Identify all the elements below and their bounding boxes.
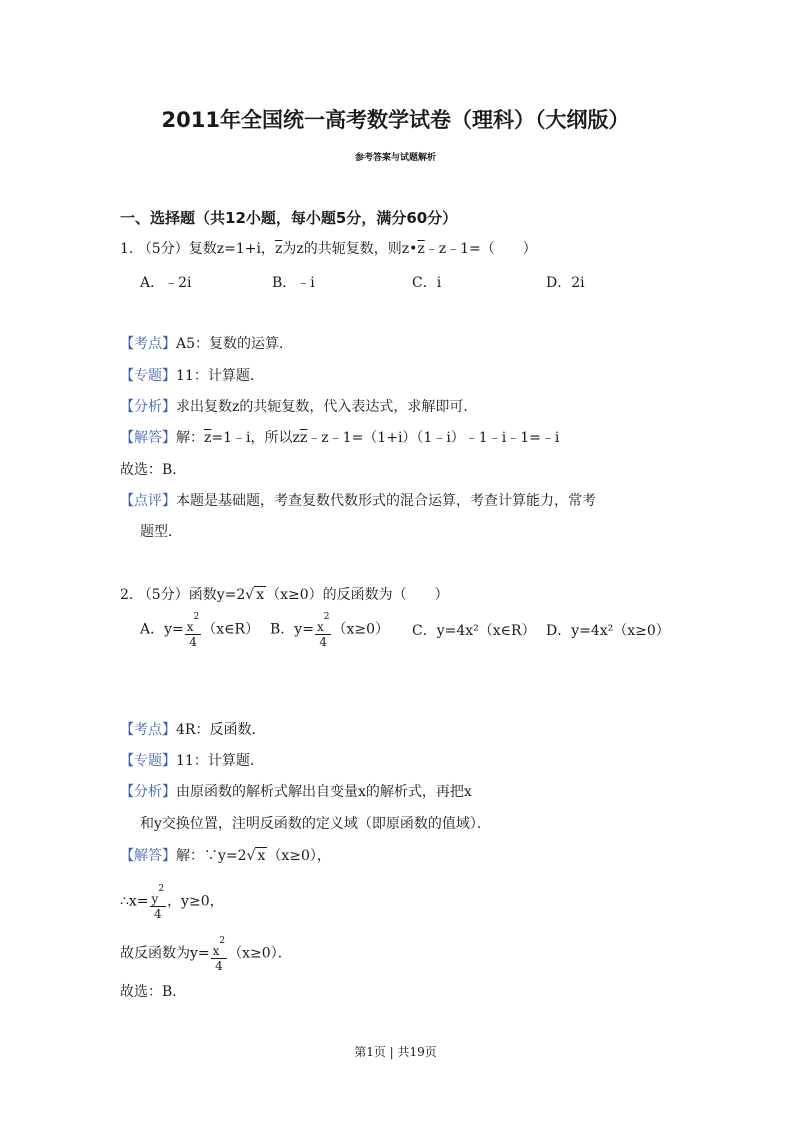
q1-fenxi-text: 求出复数z的共轭复数，代入表达式，求解即可． <box>176 399 478 415</box>
frac-num: y <box>151 892 159 906</box>
q1-zbar-2: $\overline{z}$ <box>417 241 425 257</box>
q1-jieda-mid: =1﹣i，所以 <box>211 430 293 446</box>
q1-jieda-tag: 【解答】 <box>120 430 176 446</box>
q2-option-c: C．y=4x²（x∈R） <box>412 623 536 639</box>
q1-option-a: A．﹣2i <box>140 275 192 291</box>
q1-stem-post: ﹣z﹣1=（ ） <box>424 241 537 257</box>
q2-option-b-fraction <box>315 610 332 649</box>
q2-step1-fraction <box>150 882 167 921</box>
q1-guxuan: 故选：B． <box>120 462 187 478</box>
frac-den: 4 <box>215 959 223 973</box>
q1-kaodian-tag: 【考点】 <box>120 336 176 352</box>
q2-fenxi-text-1: 由原函数的解析式解出自变量x的解析式，再把x <box>176 784 472 800</box>
q1-stem <box>120 238 537 258</box>
q2-radicand: x <box>256 587 265 603</box>
q2-jieda-post: （x≥0）， <box>267 848 331 864</box>
q2-option-d: D．y=4x²（x≥0） <box>546 623 670 639</box>
q2-option-b <box>270 610 389 649</box>
page-footer: 第1页 | 共19页 <box>354 1045 437 1059</box>
q2-step1-pre: ∴x= <box>120 893 149 910</box>
frac-den: 4 <box>319 635 328 649</box>
q2-option-a <box>140 610 259 649</box>
q1-dianping <box>120 490 596 510</box>
section-heading: 一、选择题（共12小题，每小题5分，满分60分） <box>120 209 458 227</box>
frac-den: 4 <box>153 907 162 921</box>
q1-zbar: $\overline{z}$ <box>274 241 283 257</box>
q2-option-a-suffix: （x∈R） <box>202 621 260 638</box>
frac-exp: 2 <box>158 884 165 894</box>
q1-fenxi <box>120 396 477 416</box>
q2-kaodian-tag: 【考点】 <box>120 722 176 738</box>
q2-zhuanti <box>120 750 264 770</box>
q2-jieda-radicand: x <box>257 848 266 864</box>
q1-stem-mid: 为z的共轭复数，则z• <box>282 241 418 257</box>
q1-jieda-pre: 解： <box>176 430 204 446</box>
q1-jieda-zbar-2: $\overline{z}$ <box>299 430 308 446</box>
q2-step1-post: ，y≥0， <box>167 893 224 910</box>
q2-jieda-coef: 2 <box>237 848 247 864</box>
q2-option-b-label: B．y= <box>270 621 314 638</box>
q2-zhuanti-tag: 【专题】 <box>120 753 176 769</box>
q2-step2-pre: 故反函数为y= <box>120 945 210 962</box>
q2-option-a-label: A．y= <box>140 621 184 638</box>
q1-dianping-text-1: 本题是基础题，考查复数代数形式的混合运算，考查计算能力，常考 <box>176 493 596 509</box>
q1-kaodian-text: A5：复数的运算． <box>176 336 294 352</box>
q1-option-d: D．2i <box>546 275 585 291</box>
q2-option-a-fraction <box>185 610 202 649</box>
q1-jieda-zbar: $\overline{z}$ <box>204 430 212 446</box>
q1-option-c: C．i <box>412 275 442 291</box>
q1-dianping-tag: 【点评】 <box>120 493 176 509</box>
frac-exp: 2 <box>323 612 330 622</box>
q2-kaodian <box>120 719 265 739</box>
q1-dianping-line2: 题型． <box>140 524 182 540</box>
q1-zhuanti-text: 11：计算题． <box>176 368 264 384</box>
frac-num: x <box>186 620 194 634</box>
q1-option-b: B．﹣i <box>272 275 315 291</box>
q2-stem-post: （x≥0）的反函数为（ ） <box>266 587 449 603</box>
q1-jieda-z: z <box>292 430 300 446</box>
frac-num: x <box>316 620 324 634</box>
q2-fenxi-line2: 和y交换位置，注明反函数的定义域（即原函数的值域）． <box>140 816 491 832</box>
q2-step2 <box>120 934 292 973</box>
page-subtitle: 参考答案与试题解析 <box>354 153 436 163</box>
q2-fenxi <box>120 781 472 801</box>
page-title: 2011年全国统一高考数学试卷（理科）（大纲版） <box>161 108 630 132</box>
q1-zhuanti-tag: 【专题】 <box>120 368 176 384</box>
q1-jieda-post: ﹣z﹣1=（1+i）（1﹣i）﹣1﹣i﹣1=﹣i <box>307 430 560 446</box>
frac-exp: 2 <box>219 936 226 946</box>
q2-jieda-tag: 【解答】 <box>120 848 176 864</box>
q2-fenxi-tag: 【分析】 <box>120 784 176 800</box>
frac-exp: 2 <box>193 612 200 622</box>
frac-num: x <box>212 944 220 958</box>
q2-guxuan: 故选：B． <box>120 984 187 1000</box>
q2-jieda: 【解答】解：∵y=2√ x （x≥0）， <box>120 848 331 864</box>
q2-zhuanti-text: 11：计算题． <box>176 753 264 769</box>
q1-zhuanti <box>120 365 264 385</box>
q2-step2-post: （x≥0）． <box>228 945 292 962</box>
q2-option-b-suffix: （x≥0） <box>332 621 389 638</box>
q1-stem-pre: 1. （5分）复数z=1+i， <box>120 241 275 257</box>
frac-den: 4 <box>189 635 197 649</box>
q1-jieda <box>120 427 559 447</box>
q2-step2-fraction <box>211 934 228 973</box>
q1-kaodian <box>120 333 293 353</box>
q2-step1 <box>120 882 224 921</box>
q2-coef: 2 <box>236 587 246 603</box>
q2-stem: 2. （5分）函数y=2√ x （x≥0）的反函数为（ ） <box>120 587 449 603</box>
q2-jieda-pre: 解：∵y= <box>176 848 238 864</box>
q1-fenxi-tag: 【分析】 <box>120 399 176 415</box>
q2-stem-pre: 2. （5分）函数y= <box>120 587 237 603</box>
q2-kaodian-text: 4R：反函数． <box>176 722 266 738</box>
